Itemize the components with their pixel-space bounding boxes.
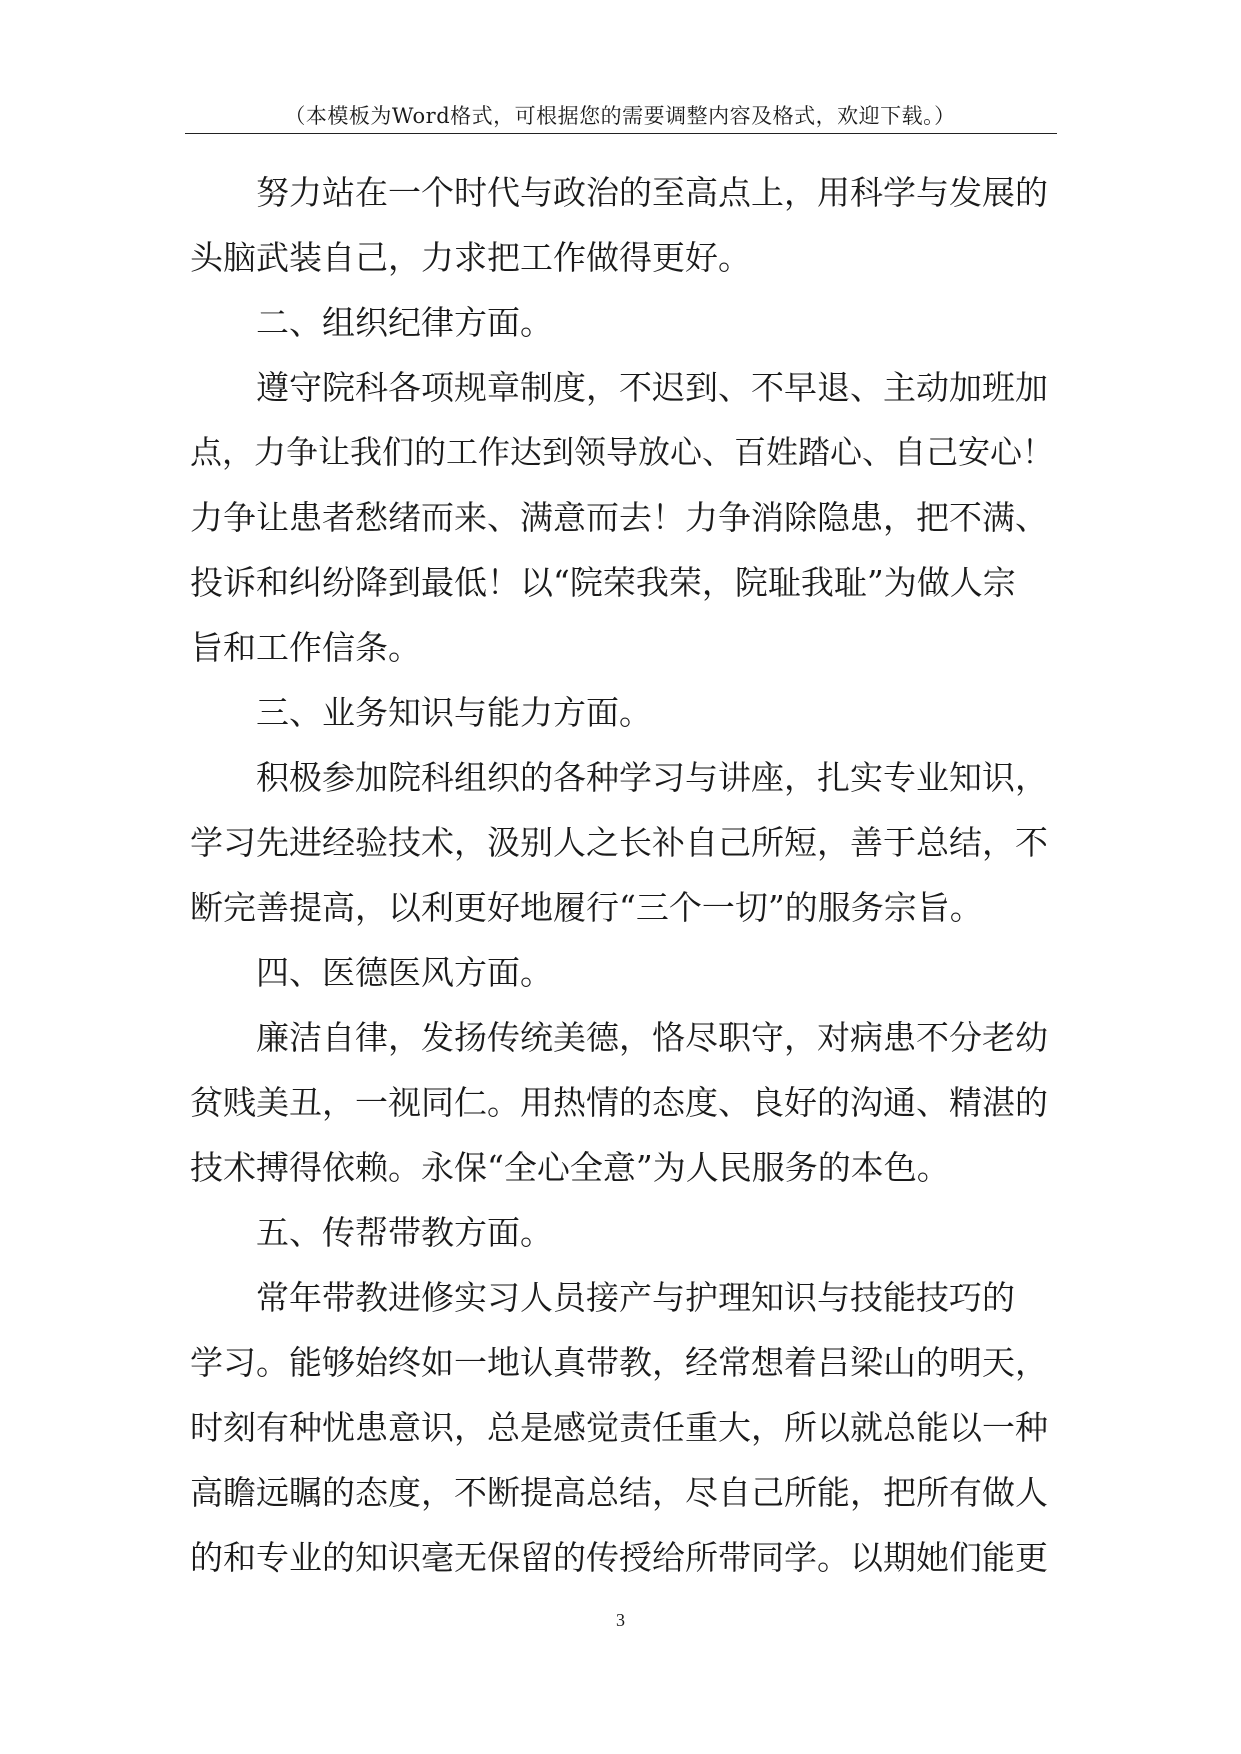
body-line: 学习先进经验技术，汲别人之长补自己所短，善于总结，不 [190,823,1048,862]
body-line: 头脑武装自己，力求把工作做得更好。 [190,238,751,277]
body-line: 时刻有种忧患意识，总是感觉责任重大，所以就总能以一种 [190,1408,1048,1447]
body-line: 技术搏得依赖。永保“全心全意”为人民服务的本色。 [190,1148,950,1187]
body-line: 断完善提高，以利更好地履行“三个一切”的服务宗旨。 [190,888,983,927]
section-heading: 三、业务知识与能力方面。 [256,693,652,732]
body-line: 廉洁自律，发扬传统美德，恪尽职守，对病患不分老幼 [256,1018,1048,1057]
header-note: （本模板为Word格式，可根据您的需要调整内容及格式，欢迎下载。） [284,104,956,128]
body-line: 点，力争让我们的工作达到领导放心、百姓踏心、自己安心！ [190,433,1055,471]
body-line: 旨和工作信条。 [190,628,421,667]
body-line: 高瞻远瞩的态度，不断提高总结，尽自己所能，把所有做人 [190,1473,1048,1512]
body-line: 努力站在一个时代与政治的至高点上，用科学与发展的 [256,173,1048,212]
body-line: 力争让患者愁绪而来、满意而去！力争消除隐患，把不满、 [190,498,1048,537]
body-line: 常年带教进修实习人员接产与护理知识与技能技巧的 [256,1278,1015,1317]
body-line: 投诉和纠纷降到最低！以“院荣我荣，院耻我耻”为做人宗 [190,563,1016,602]
body-line: 贫贱美丑，一视同仁。用热情的态度、良好的沟通、精湛的 [190,1083,1048,1122]
section-heading: 五、传帮带教方面。 [256,1213,553,1252]
body-line: 学习。能够始终如一地认真带教，经常想着吕梁山的明天， [190,1343,1048,1382]
body-line: 遵守院科各项规章制度，不迟到、不早退、主动加班加 [256,368,1048,407]
section-heading: 四、医德医风方面。 [256,953,553,992]
section-heading: 二、组织纪律方面。 [256,303,553,342]
document-body [190,160,1060,1590]
header-divider [185,133,1057,134]
page-number: 3 [616,1610,625,1630]
body-line: 积极参加院科组织的各种学习与讲座，扎实专业知识， [256,758,1048,797]
body-line: 的和专业的知识毫无保留的传授给所带同学。以期她们能更 [190,1538,1048,1577]
